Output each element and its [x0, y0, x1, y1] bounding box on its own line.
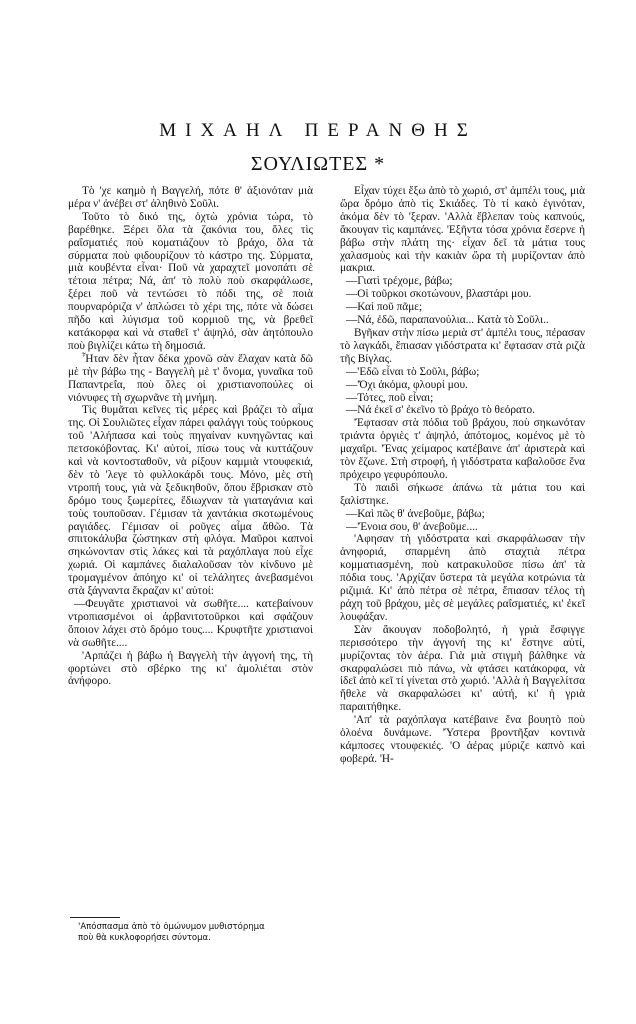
paragraph: Εἶχαν τύχει ἔξω ἀπὸ τὸ χωριό, στ' ἀμπέλι τους, μιὰ ὥρα δρόμο ἀπὸ τὶς Σκιάδες. Τὸ τί κακὸ ἐγινόταν, ἀκόμα δὲν τὸ 'ξεραν. 'Αλλὰ ἔβλεπαν τοὺς καπνούς, ἄκουγαν τὶς καμπάνες. 'Εξῆντα τόσα χρόνια ἔσερνε ἡ βάβω στὴν πλάτη της· εἶχαν δεῖ τὰ μάτια τους χαλασμοὺς καὶ τὴν κακιὰν ὥρα τὴ μυρίζονταν ἀπὸ μακρια.: [340, 185, 585, 275]
paragraph: 'Απ' τὰ ραχόπλαγα κατέβαινε ἕνα βουητὸ ποὺ ὁλοένα δυνάμωνε. 'Ύστερα βροντῆξαν κοντινὰ κάμποσες ντουφεκιές. 'Ο ἀέρας μύριζε καπνὸ καὶ φοβερά. 'Η-: [340, 714, 585, 765]
paragraph: Τὸ 'χε καημὸ ἡ Βαγγελή, πότε θ' ἀξιονόταν μιὰ μέρα ν' ἀνέβει στ' ἀληθινὸ Σοῦλι.: [68, 185, 313, 210]
footnote-line: 'Απόσπασμα ἀπὸ τὸ ὁμώνυμον μυθιστόρημα: [78, 922, 265, 932]
paragraph: Τὸ παιδὶ σήκωσε ἀπάνω τὰ μάτια του καὶ ξαλίστηκε.: [340, 481, 585, 507]
dialogue-line: —'Εδῶ εἶναι τὸ Σοῦλι, βάβω;: [346, 365, 480, 378]
dialogue-line: —Νά ἐκεῖ σ' ἐκεῖνο τὸ βράχο τὸ θεόρατο.: [346, 404, 535, 417]
footnote-divider: [70, 917, 120, 918]
paragraph: Σὰν ἄκουγαν ποδοβολητό, ἡ γριὰ ἔσφιγγε περισσότερο τὴν ἀγγονή της κι' ἔστηνε αὐτί, μυρίζοντας τὸν ἀέρα. Γιὰ μιὰ στιγμὴ βάλθηκε νὰ σκαρφαλώσει πιὸ πάνω, νὰ φτάσει κατάκορφα, νὰ ἰδεῖ ἀπὸ κεῖ τί γίνεται στὸ χωριό. 'Αλλὰ ἡ Βαγγελίτσα ἤθελε νὰ σκαρφαλώσει κι' αὐτή, κι' ἡ γριὰ παραιτήθηκε.: [340, 623, 585, 714]
right-column: [340, 185, 585, 766]
dialogue-line: —Γιατὶ τρέχομε, βάβω;: [346, 275, 453, 288]
author-name: ΜΙΧΑΗΛ ΠΕΡΑΝΘΗΣ: [159, 120, 477, 141]
dialogue-line: —Νά, ἐδῶ, παραπανούλια... Κατὰ τὸ Σοῦλι..: [346, 314, 549, 327]
dialogue-line: —'Ένοια σου, θ' ἀνεβοῦμε....: [346, 520, 478, 533]
paragraph: 'Έφτασαν στὰ πόδια τοῦ βράχου, ποὺ σηκωνόταν τριάντα ὀργιὲς τ' ἀψηλό, ἀπότομος, κομένος μὲ τὸ μαχαῖρι. 'Ένας χείμαρος κατέβαινε ἀπ' ἀριστερὰ καὶ τὸν ἔζωνε. Στὴ στροφή, ἡ γιδόστρατα καβαλοῦσε ἕνα πρόχειρο γεφυρόπουλο.: [340, 417, 585, 481]
paragraph: Ἦταν δὲν ἦταν δέκα χρονῶ σὰν ἔλαχαν κατὰ δῶ μὲ τὴν βάβω της - Βαγγελὴ μὲ τ' ὄνομα, γυναῖκα τοῦ Παπαντρεΐα, ποὺ ὅλες οἱ χριστιανοπούλες οἱ νιόνυφες τὴ σχωρνᾶνε τὴ μνήμη.: [68, 352, 313, 404]
dialogue-line: —'Όχι ἀκόμα, φλουρί μου.: [346, 378, 468, 391]
paragraph: 'Αφησαν τὴ γιδόστρατα καὶ σκαρφάλωσαν τὴν ἀνηφοριά, σπαρμένη ἀπὸ σταχτιὰ πέτρα κομματιασμένη, ποὺ κατρακυλοῦσε πίσω ἀπ' τὰ πόδια τους. 'Αρχίζαν ὕστερα τὰ μεγάλα κοτρώνια τὰ ριζιμιά. Κι' ἀπὸ πέτρα σὲ πέτρα, ἔπιασαν τέλος τὴ ράχη τοῦ βράχου, μὲς σὲ μεγάλες ραΐσματιές, κι' ἐκεῖ λουφάξαν.: [340, 533, 585, 623]
dialogue-line: —Καὶ ποῦ πᾶμε;: [346, 301, 423, 314]
dialogue-line: —Φευγᾶτε χριστιανοὶ νὰ σωθῆτε.... κατεβαίνουν ντροπιασμένοι οἱ ἀρβανιτοτοῦρκοι καὶ σφάζουν ὅποιον λάχει στὸ δρόμο τους.... Κρυφτῆτε χριστιανοὶ νὰ σωθῆτε....: [68, 598, 313, 649]
chapter-title: ΣΟΥΛΙΩΤΕΣ *: [250, 153, 386, 175]
paragraph: Βγῆκαν στὴν πίσω μεριὰ στ' ἀμπέλι τους, πέρασαν τὸ λαγκάδι, ἔπιασαν γιδόστρατα κι' ἔφτασαν στὰ ριζὰ τῆς Βίγλας.: [340, 326, 585, 365]
dialogue-line: —Οἱ τοῦρκοι σκοτώνουν, βλαστάρι μου.: [346, 288, 532, 301]
left-column: [68, 185, 313, 688]
dialogue-line: —Τότες, ποῦ εἶναι;: [346, 391, 434, 404]
footnote-line: ποὺ θὰ κυκλοφορήσει σύντομα.: [78, 933, 211, 943]
paragraph: Τὶς θυμᾶται κεῖνες τὶς μέρες καὶ βράζει τὸ αἷμα της. Οἱ Σουλιῶτες εἶχαν πάρει φαλάγγι τοὺς τούρκους τοῦ 'Αλήπασα καὶ τοὺς πηγαίναν κυνηγῶντας καὶ πετσοκόβοντας. Κι' αὐτοί, πίσω τους νὰ κυττάζουν καὶ νὰ κοντοσταθοῦν, νὰ ρίξουν καμμιὰ ντουφεκιά, δὲν τὸ 'λεγε τὸ φυλλοκάρδι τους. Μόνο, μὲς στὴ ντροπή τους, γιὰ νὰ ξεδικηθοῦν, ὅπου ἔβρισκαν στὸ δρόμο τους ξωμερίτες, ἔδιωχναν τὰ γιαταγάνια καὶ τοὺς τουποῦσαν. Γέμισαν τὰ χαντάκια σκοτωμένους ραγιάδες. Γέμισαν οἱ ροῦγες αἷμα ἄθῶο. Τὰ σπιτοκάλυβα ζώστηκαν στὴ φλόγα. Μαῦροι καπνοὶ σηκώνονταν στὶς λάκες καὶ τὰ ραχόπλαγα ποὺ εἶχε χωριά. Οἱ καμπάνες διαλαλοῦσαν τὸν κίνδυνο μὲ τρομαγμένον ἀπόηχο κι' οἱ τελάλητες ἀνεβασμένοι στὰ ξάγναντα ἔκραζαν κι' αὐτοί:: [68, 404, 313, 598]
footnote: [70, 922, 320, 944]
paragraph: Τοῦτο τὸ δικό της, ὀχτὼ χρόνια τώρα, τὸ βαρέθηκε. Ξέρει ὅλα τὰ ζακόνια του, ὅλες τὶς ραΐσματιές ποὺ κοματιάζουν τὸ βράχο, ὅλα τὰ σύρματα ποὺ φιδουρίζουν τὸ κάστρο της. Σύρματα, μιὰ κουβέντα εἶναι· Ποῦ νὰ χαραχτεῖ μονοπάτι σὲ τέτοια πέτρα; Νά, ἀπ' τὸ πολὺ ποὺ σκαρφάλωσε, ξέρει ποῦ νὰ τεντώσει τὸ πόδι της, σὲ ποιὰ πουρναρόριζα ν' ἁπλώσει τὸ χέρι της, πότε νὰ δώσει πῆδο καὶ λύγισμα τοῦ κορμιοῦ της, νὰ βρεθεῖ κατάκορφα καὶ νὰ σταθεῖ τ' ἀψηλό, σὰν ἀητόπουλο ποὺ βιγλίζει κάτω τὴ δημοσιά.: [68, 210, 313, 352]
dialogue-line: —Καὶ πῶς θ' ἀνεβοῦμε, βάβω;: [346, 507, 485, 520]
paragraph: 'Αρπάζει ἡ βάβω ἡ Βαγγελὴ τὴν ἀγγονή της, τὴ φορτώνει στὸ σβέρκο της κι' ἀμολιέται στὸν ἀνήφορο.: [68, 649, 313, 688]
